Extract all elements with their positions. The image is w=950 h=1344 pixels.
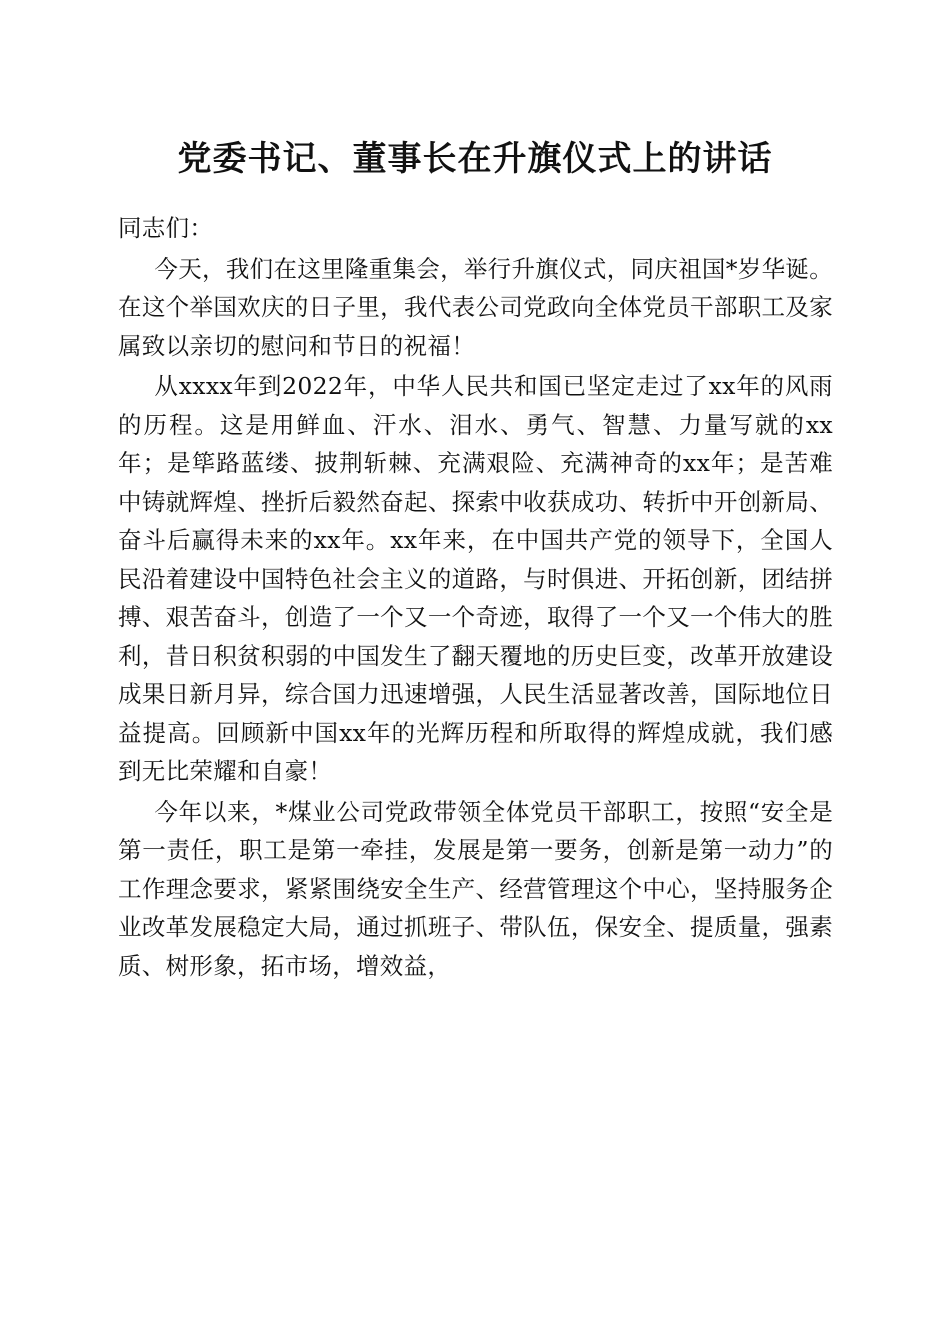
document-title: 党委书记、董事长在升旗仪式上的讲话 — [177, 139, 773, 179]
document-body — [118, 209, 833, 987]
paragraph-1: 今天，我们在这里隆重集会，举行升旗仪式，同庆祖国*岁华诞。在这个举国欢庆的日子里，我代表公司党政向全体党员干部职工及家属致以亲切的慰问和节日的祝福！ — [118, 254, 833, 360]
salutation: 同志们： — [118, 214, 214, 242]
paragraph-3: 今年以来，*煤业公司党政带领全体党员干部职工，按照“安全是第一责任，职工是第一牵挂，发展是第一要务，创新是第一动力”的工作理念要求，紧紧围绕安全生产、经营管理这个中心，坚持服务企业改革发展稳定大局，通过抓班子、带队伍，保安全、提质量，强素质、树形象，拓市场，增效益， — [118, 797, 833, 980]
paragraph-2: 从xxxx年到2022年，中华人民共和国已坚定走过了xx年的风雨的历程。这是用鲜血、汗水、泪水、勇气、智慧、力量写就的xx年；是筚路蓝缕、披荆斩棘、充满艰险、充满神奇的xx年；是苦难中铸就辉煌、挫折后毅然奋起、探索中收获成功、转折中开创新局、奋斗后赢得未来的xx年。xx年来，在中国共产党的领导下，全国人民沿着建设中国特色社会主义的道路，与时俱进、开拓创新，团结拼搏、艰苦奋斗，创造了一个又一个奇迹，取得了一个又一个伟大的胜利，昔日积贫积弱的中国发生了翻天覆地的历史巨变，改革开放建设成果日新月异，综合国力迅速增强，人民生活显著改善，国际地位日益提高。回顾新中国xx年的光辉历程和所取得的辉煌成就，我们感到无比荣耀和自豪！ — [118, 372, 833, 785]
